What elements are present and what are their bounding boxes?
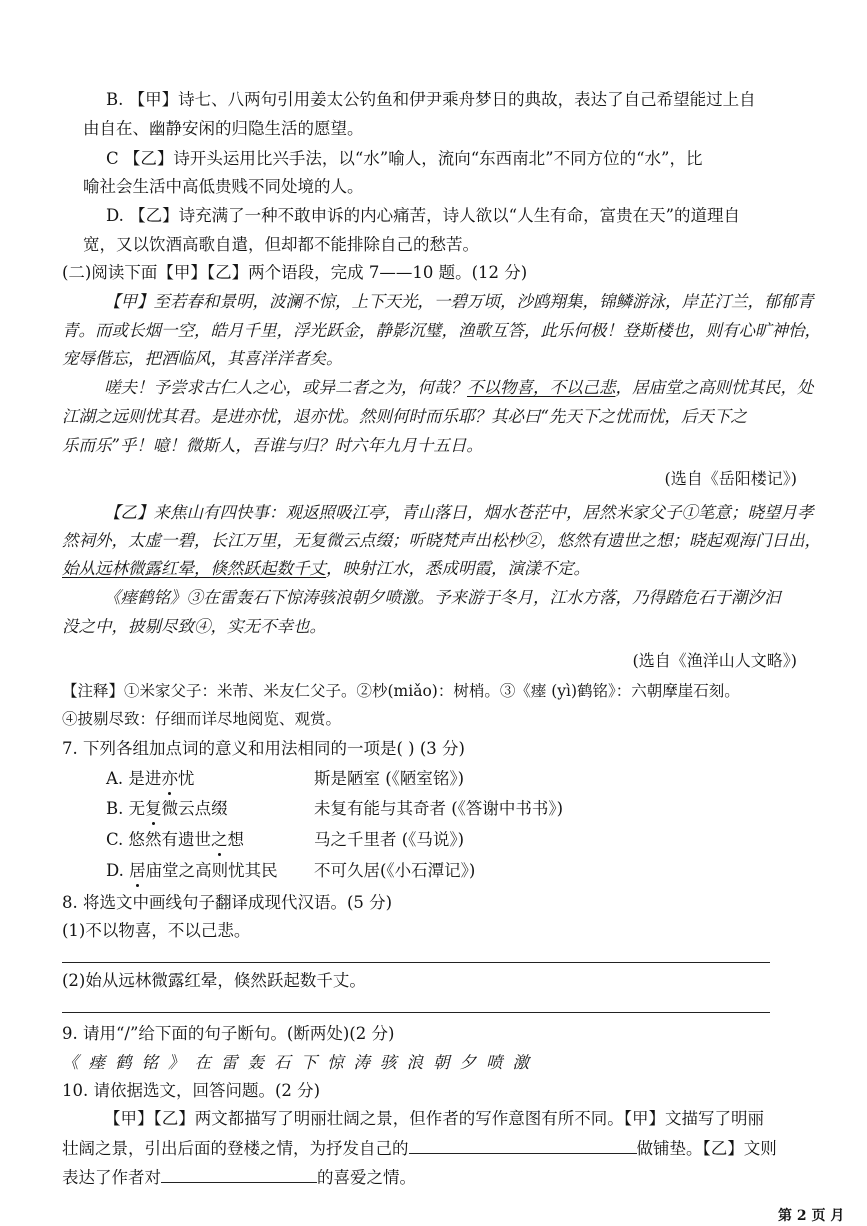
q10-blank-2[interactable] bbox=[161, 1166, 317, 1183]
q7-stem: 7. 下列各组加点词的意义和用法相同的一项是( ) (3 分) bbox=[62, 739, 465, 758]
page-number: 第 2 页 月 bbox=[778, 1208, 845, 1224]
notes-line1: 【注释】①米家父子：米芾、米友仁父子。②杪(miǎo)：树梢。③《瘗 (yì)鹤铭》：六朝摩崖石刻。 bbox=[62, 682, 740, 700]
source-yi: (选自《渔洋山人文略》) bbox=[632, 651, 797, 670]
q8-stem: 8. 将选文中画线句子翻译成现代汉语。(5 分) bbox=[62, 893, 393, 912]
passage-text: 嗟夫！予尝求古仁人之心，或异二者之为，何哉？ bbox=[104, 378, 467, 397]
passage-jia-line: 乐而乐”乎！噫！微斯人，吾谁与归？时六年九月十五日。 bbox=[62, 436, 483, 455]
passage-jia-line bbox=[104, 377, 814, 399]
q10-stem: 10. 请依据选文，回答问题。(2 分) bbox=[62, 1081, 321, 1100]
passage-jia-line: 【甲】至若春和景明，波澜不惊，上下天光，一碧万顷，沙鸥翔集，锦鳞游泳，岸芷汀兰，郁郁青 bbox=[104, 292, 814, 311]
q10-line2 bbox=[62, 1137, 777, 1160]
option-d-line1: D. 【乙】诗充满了一种不敢申诉的内心痛苦，诗人欲以“人生有命，富贵在天”的道理自 bbox=[106, 206, 741, 225]
passage-jia-line: 宠辱偕忘，把酒临风，其喜洋洋者矣。 bbox=[62, 349, 343, 368]
q7-option-a-left: A. 是进亦忧 bbox=[106, 769, 195, 788]
notes-line2: ④披剔尽致：仔细而详尽地阅览、观赏。 bbox=[62, 710, 342, 728]
option-d-line2: 宽，又以饮酒高歌自遣，但却都不能排除自己的愁苦。 bbox=[83, 235, 479, 254]
q8-sentence-1: (1)不以物喜，不以己悲。 bbox=[62, 921, 251, 940]
passage-yi-line: 【乙】来焦山有四快事：观返照吸江亭，青山落日，烟水苍茫中，居然米家父子①笔意；晓望月孝 bbox=[104, 503, 814, 522]
option-c-line1: C 【乙】诗开头运用比兴手法，以“水”喻人，流向“东西南北”不同方位的“水”，比 bbox=[106, 149, 703, 168]
passage-jia-line: 江湖之远则忧其君。是进亦忧，退亦忧。然则何时而乐耶？其必曰“先天下之忧而忧，后天下之 bbox=[62, 407, 747, 426]
passage-yi-line: 《瘗鹤铭》③在雷轰石下惊涛骇浪朝夕喷激。予来游于冬月，江水方落，乃得踏危石于潮汐汩 bbox=[104, 588, 781, 607]
q10-line1: 【甲】【乙】两文都描写了明丽壮阔之景，但作者的写作意图有所不同。【甲】文描写了明丽 bbox=[104, 1109, 764, 1128]
q7-option-c-left: C. 悠然有遗世之想 bbox=[106, 830, 245, 849]
q10-line3 bbox=[62, 1166, 416, 1189]
option-b-line2: 由自在、幽静安闲的归隐生活的愿望。 bbox=[83, 119, 364, 138]
q9-sentence: 《瘗鹤铭》在雷轰石下惊涛骇浪朝夕喷激 bbox=[62, 1053, 539, 1072]
q9-stem: 9. 请用“/”给下面的句子断句。(断两处)(2 分) bbox=[62, 1024, 395, 1043]
source-jia: (选自《岳阳楼记》) bbox=[664, 469, 797, 488]
q10-text: 的喜爱之情。 bbox=[317, 1168, 416, 1187]
q10-text: 做铺垫。【乙】文则 bbox=[636, 1139, 777, 1158]
passage-jia-line: 青。而或长烟一空，皓月千里，浮光跃金，静影沉璧，渔歌互答，此乐何极！登斯楼也，则有心旷神怡， bbox=[62, 321, 821, 340]
section-heading: (二)阅读下面【甲】【乙】两个语段，完成 7——10 题。(12 分) bbox=[62, 263, 528, 282]
passage-text: ，映射江水，悉成明霞，演漾不定。 bbox=[326, 559, 590, 578]
q7-option-b-left: B. 无复微云点缀 bbox=[106, 799, 228, 818]
q10-text: 表达了作者对 bbox=[62, 1168, 161, 1187]
q7-option-d-left: D. 居庙堂之高则忧其民 bbox=[106, 861, 278, 880]
q7-option-b-right: 未复有能与其奇者 (《答谢中书书》) bbox=[314, 799, 564, 818]
q8-sentence-2: (2)始从远林微露红晕，倏然跃起数千丈。 bbox=[62, 971, 366, 990]
q7-option-c-right: 马之千里者 (《马说》) bbox=[314, 830, 465, 849]
answer-line[interactable] bbox=[62, 1012, 770, 1013]
passage-text: ，居庙堂之高则忧其民，处 bbox=[615, 378, 814, 397]
option-b-line1: B. 【甲】诗七、八两句引用姜太公钓鱼和伊尹乘舟梦日的典故，表达了自己希望能过上自 bbox=[106, 90, 756, 109]
underlined-sentence-1: 不以物喜，不以己悲 bbox=[467, 378, 616, 397]
answer-line[interactable] bbox=[62, 962, 770, 963]
underlined-sentence-2: 始从远林微露红晕，倏然跃起数千丈 bbox=[62, 559, 326, 578]
q7-option-a-right: 斯是陋室 (《陋室铭》) bbox=[314, 769, 465, 788]
option-c-line2: 喻社会生活中高低贵贱不同处境的人。 bbox=[83, 177, 364, 196]
passage-yi-line: 然祠外，太虚一碧，长江万里，无复微云点缀；听晓梵声出松杪②，悠然有遗世之想；晓起观海门日出， bbox=[62, 531, 821, 550]
q10-text: 壮阔之景，引出后面的登楼之情，为抒发自己的 bbox=[62, 1139, 409, 1158]
passage-yi-line bbox=[62, 558, 590, 580]
q10-blank-1[interactable] bbox=[409, 1137, 637, 1154]
q7-option-d-right: 不可久居(《小石潭记》) bbox=[314, 861, 476, 880]
passage-yi-line: 没之中，披剔尽致④，实无不幸也。 bbox=[62, 617, 326, 636]
